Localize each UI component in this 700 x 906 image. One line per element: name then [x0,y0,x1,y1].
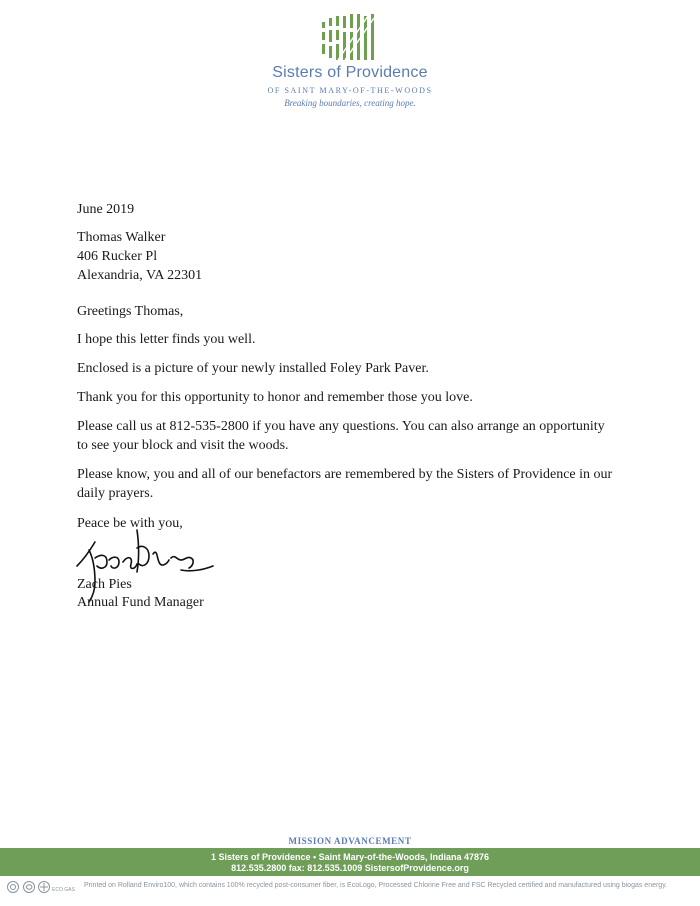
eco-gas-label: ECO GAS [52,887,75,893]
paragraph-4: Please call us at 812-535-2800 if you have any questions. You can also arrange an opportunity to see your block and visit the woods. [77,419,605,453]
greeting: Greetings Thomas, [77,304,184,319]
footer-contact: 812.535.2800 fax: 812.535.1009 SistersofProvidence.org [231,863,469,873]
recipient-city: Alexandria, VA 22301 [77,268,203,283]
recipient-name: Thomas Walker [77,230,166,245]
paper-note: Printed on Rolland Enviro100, which contains 100% recycled post-consumer fiber, is EcoLogo, Processed Chlorine Free and FSC Recycled certified and manufactured using biogas energy. [84,882,668,889]
paragraph-1: I hope this letter finds you well. [77,332,256,347]
department-label: MISSION ADVANCEMENT [288,836,412,846]
org-name: Sisters of Providence [272,64,428,81]
closing: Peace be with you, [77,516,183,531]
letter-date: June 2019 [77,202,135,217]
striped-logo-icon [318,14,378,62]
paragraph-5: Please know, you and all of our benefactors are remembered by the Sisters of Providence in our daily prayers. [77,467,613,501]
paragraph-2: Enclosed is a picture of your newly installed Foley Park Paver. [77,361,429,376]
paragraph-3: Thank you for this opportunity to honor and remember those you love. [77,390,473,405]
signer-title: Annual Fund Manager [77,595,204,610]
signer-name: Zach Pies [77,577,132,592]
org-tagline: Breaking boundaries, creating hope. [284,98,416,108]
org-subtitle: OF SAINT MARY-OF-THE-WOODS [267,86,433,95]
eco-certification-icons [6,880,80,894]
footer-address: 1 Sisters of Providence • Saint Mary-of-the-Woods, Indiana 47876 [210,852,490,862]
recipient-street: 406 Rucker Pl [77,249,158,264]
